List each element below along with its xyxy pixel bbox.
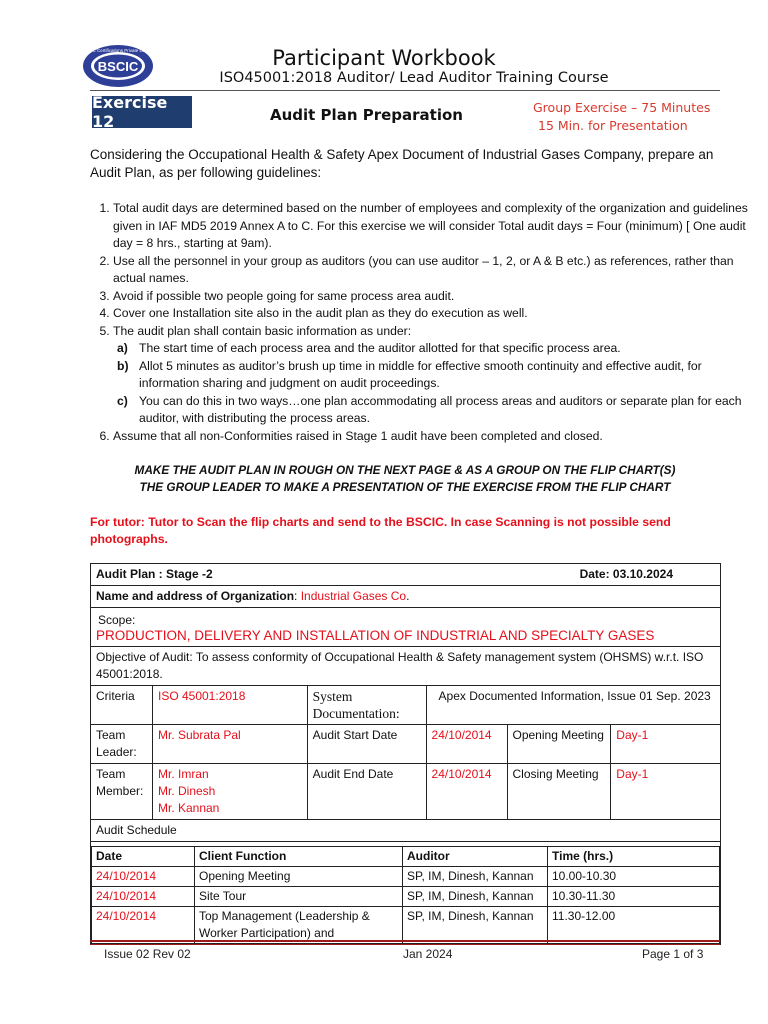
guideline-item: 5. The audit plan shall contain basic information as under: a) The start time of each process area and the auditor allotted for that specific process area. b) Allot 5 minutes as auditor’s brush up time in middle for effective smooth continuity and effective audit, for information sharing and judgment on audit proceedings. c) You can do this in two ways…one plan accommodating all process areas and auditors or separate plan for each auditor, with distributing the process areas.	[113, 323, 753, 428]
instruction-line1: MAKE THE AUDIT PLAN IN ROUGH ON THE NEXT PAGE & AS A GROUP ON THE FLIP CHART(S)	[134, 463, 676, 477]
opening-meeting-value: Day-1	[611, 725, 721, 764]
sub-guideline-item: a) The start time of each process area and the auditor allotted for that specific process area.	[117, 341, 621, 355]
team-leader-value: Mr. Subrata Pal	[152, 725, 307, 764]
schedule-row	[92, 867, 720, 887]
schedule-time: 10.00-10.30	[548, 867, 720, 887]
logo-ring-text: BSCIC Certifications Private Limited	[82, 48, 154, 53]
schedule-date: 24/10/2014	[92, 907, 195, 944]
end-date-value: 24/10/2014	[426, 764, 507, 820]
group-exercise-line2: 15 Min. for Presentation	[538, 118, 688, 133]
logo-text: BSCIC	[97, 59, 139, 74]
schedule-container	[91, 842, 721, 945]
criteria-value: ISO 45001:2018	[152, 686, 307, 725]
footer-date: Jan 2024	[403, 947, 453, 961]
guideline-item: 3. Avoid if possible two people going for same process area audit.	[113, 288, 753, 306]
guidelines-list	[90, 200, 753, 445]
audit-plan-row	[91, 564, 721, 586]
schedule-header-row	[92, 847, 720, 867]
objective-row: Objective of Audit: To assess conformity of Occupational Health & Safety management system (OHSMS) w.r.t. ISO 45001:2018.	[91, 647, 721, 686]
audit-schedule-table	[91, 846, 720, 944]
schedule-auditor: SP, IM, Dinesh, Kannan	[403, 867, 548, 887]
group-exercise-note	[533, 99, 710, 135]
scope-row	[91, 608, 721, 647]
criteria-label: Criteria	[91, 686, 153, 725]
instruction-line2: THE GROUP LEADER TO MAKE A PRESENTATION OF THE EXERCISE FROM THE FLIP CHART	[139, 480, 671, 494]
schedule-date: 24/10/2014	[92, 867, 195, 887]
sub-guidelines-list	[113, 340, 753, 428]
plan-date: Date: 03.10.2024	[579, 567, 673, 581]
intro-paragraph: Considering the Occupational Health & Safety Apex Document of Industrial Gases Company, prepare an Audit Plan, as per following guidelines:	[90, 147, 714, 180]
workbook-title: Participant Workbook	[272, 46, 496, 70]
schedule-header: Auditor	[403, 847, 548, 867]
closing-meeting-value: Day-1	[611, 764, 721, 820]
team-member: Mr. Kannan	[157, 801, 220, 815]
instruction-caps	[90, 462, 720, 496]
audit-schedule-label: Audit Schedule	[91, 820, 721, 842]
closing-meeting-label: Closing Meeting	[507, 764, 611, 820]
org-label: Name and address of Organization	[96, 589, 295, 603]
schedule-auditor: SP, IM, Dinesh, Kannan	[403, 887, 548, 907]
schedule-header: Client Function	[195, 847, 403, 867]
guideline-item: 6. Assume that all non-Conformities raised in Stage 1 audit have been completed and closed.	[113, 428, 753, 446]
schedule-function: Site Tour	[195, 887, 403, 907]
schedule-time: 11.30-12.00	[548, 907, 720, 944]
schedule-auditor: SP, IM, Dinesh, Kannan	[403, 907, 548, 944]
team-member-label: Team Member:	[91, 764, 153, 820]
audit-plan-label: Audit Plan : Stage -2	[96, 567, 213, 581]
system-documentation-label: System Documentation:	[307, 686, 426, 725]
exercise-label: Exercise 12	[92, 96, 192, 128]
header-divider	[90, 90, 720, 91]
team-leader-label: Team Leader:	[91, 725, 153, 764]
exercise-title: Audit Plan Preparation	[270, 106, 463, 124]
scope-label: Scope:	[98, 613, 136, 627]
schedule-row	[92, 907, 720, 944]
schedule-header: Time (hrs.)	[548, 847, 720, 867]
end-date-label: Audit End Date	[307, 764, 426, 820]
guideline-item: 1. Total audit days are determined based on the number of employees and complexity of the organization and guidelines given in IAF MD5 2019 Annex A to C. For this exercise we will consider Total audit days = Four (minimum) [ One audit day = 8 hrs., starting at 9am).	[113, 200, 753, 253]
sub-guideline-item: c) You can do this in two ways…one plan accommodating all process areas and auditors or separate plan for each auditor, with distributing the process areas.	[117, 393, 742, 425]
schedule-time: 10.30-11.30	[548, 887, 720, 907]
footer-page: Page 1 of 3	[642, 947, 704, 961]
team-member: Mr. Imran	[157, 767, 209, 781]
footer-rule	[90, 940, 720, 942]
guideline-item: 2. Use all the personnel in your group as auditors (you can use auditor – 1, 2, or A & B etc.) as references, rather than actual names.	[113, 253, 753, 288]
guideline-item: 4. Cover one Installation site also in the audit plan as they do execution as well.	[113, 305, 753, 323]
course-subtitle: ISO45001:2018 Auditor/ Lead Auditor Training Course	[219, 70, 609, 86]
audit-plan-table	[90, 563, 721, 945]
schedule-function: Opening Meeting	[195, 867, 403, 887]
scope-value: PRODUCTION, DELIVERY AND INSTALLATION OF INDUSTRIAL AND SPECIALTY GASES	[96, 628, 655, 643]
schedule-row	[92, 887, 720, 907]
team-members	[152, 764, 307, 820]
group-exercise-line1: Group Exercise – 75 Minutes	[533, 100, 711, 115]
schedule-function: Top Management (Leadership & Worker Participation) and	[195, 907, 403, 944]
sub-guideline-item: b) Allot 5 minutes as auditor’s brush up time in middle for effective smooth continuity and effective audit, for information sharing and judgment on audit proceedings.	[117, 358, 702, 390]
start-date-label: Audit Start Date	[307, 725, 426, 764]
start-date-value: 24/10/2014	[426, 725, 507, 764]
schedule-header: Date	[92, 847, 195, 867]
system-documentation-value: Apex Documented Information, Issue 01 Sep. 2023	[426, 686, 720, 725]
org-value: Industrial Gases Co	[300, 589, 407, 603]
team-member: Mr. Dinesh	[157, 784, 216, 798]
organization-row: Name and address of Organization: Industrial Gases Co.	[91, 586, 721, 608]
footer-rule-thin	[90, 944, 720, 945]
schedule-date: 24/10/2014	[92, 887, 195, 907]
tutor-note: For tutor: Tutor to Scan the flip charts and send to the BSCIC. In case Scanning is not possible send photographs.	[90, 515, 671, 546]
opening-meeting-label: Opening Meeting	[507, 725, 611, 764]
footer-issue: Issue 02 Rev 02	[104, 947, 191, 961]
